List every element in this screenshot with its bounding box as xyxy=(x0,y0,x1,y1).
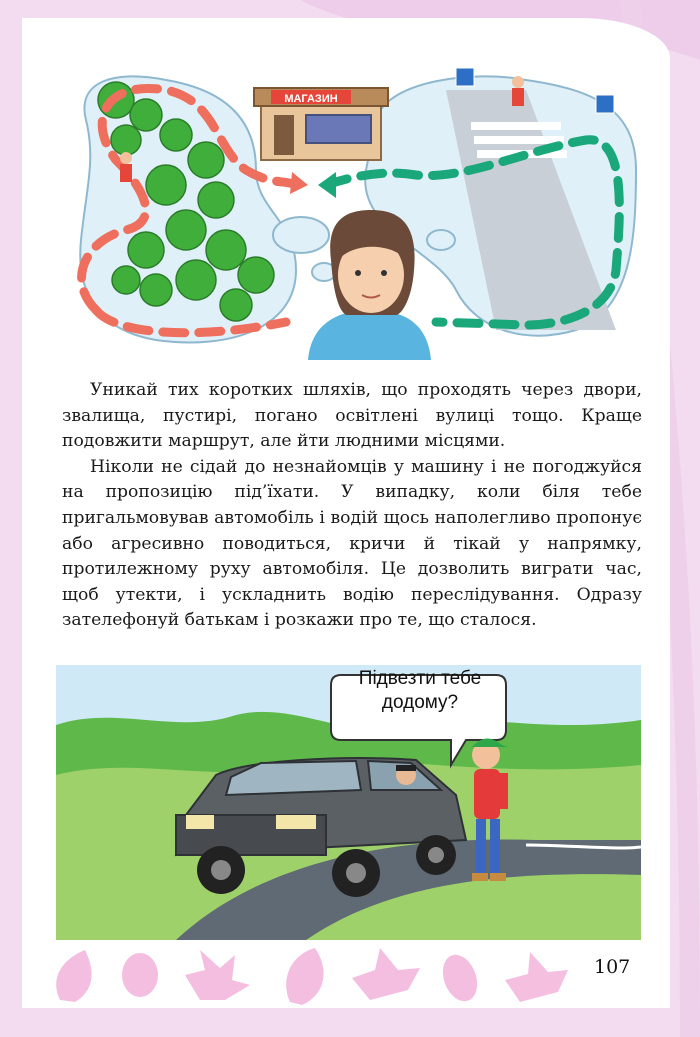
route-map-illustration xyxy=(56,60,646,360)
page-number: 107 xyxy=(594,956,631,978)
speech-bubble-line-1: Підвезти тебе xyxy=(358,668,482,689)
shop-sign: МАГАЗИН xyxy=(284,93,338,105)
leaf-decoration xyxy=(40,940,600,1010)
paragraph-strangers-car: Ніколи не сідай до незнайомців у машину і не погоджуйся на пропозицію під’їхати. У випадку, коли біля тебе пригальмовував автомобіль і водій щось наполегливо пропонує або агресивно поводиться, кричи й тікай у напрямку, протилежному руху автомобіля. Це дозволить виграти час, щоб утекти, і ускладнить водію переслідування. Одразу зателефонуй батькам і розкажи про те, що сталося. xyxy=(62,456,642,631)
main-text xyxy=(62,378,642,634)
paragraph-short-routes: Уникай тих коротких шляхів, що проходять через двори, звалища, пустирі, погано освітлені вулиці тощо. Краще подовжити маршрут, але йти людними місцями. xyxy=(62,380,642,452)
speech-bubble xyxy=(342,667,498,715)
speech-bubble-line-2: додому? xyxy=(381,692,459,713)
